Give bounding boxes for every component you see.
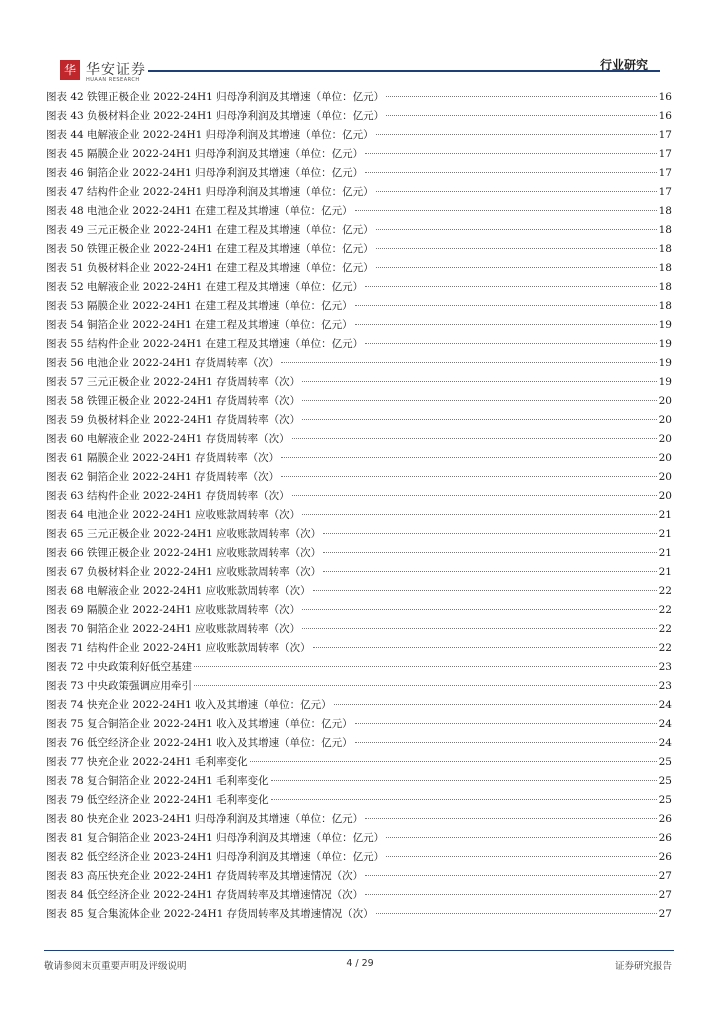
toc-entry-page: 16 (658, 91, 672, 103)
toc-dot-leader (355, 305, 657, 306)
toc-entry-title: 图表 72 中央政策利好低空基建 (46, 661, 193, 673)
toc-entry-page: 24 (658, 718, 672, 730)
toc-entry-page: 23 (658, 661, 672, 673)
toc-entry-page: 17 (658, 148, 672, 160)
toc-entry-title: 图表 42 铁锂正极企业 2022-24H1 归母净利润及其增速（单位：亿元） (46, 91, 385, 103)
toc-dot-leader (281, 362, 656, 363)
footer-disclaimer: 敬请参阅末页重要声明及评级说明 (44, 961, 187, 972)
toc-entry-page: 22 (658, 623, 672, 635)
toc-entry-title: 图表 67 负极材料企业 2022-24H1 应收账款周转率（次） (46, 566, 322, 578)
toc-entry-title: 图表 84 低空经济企业 2022-24H1 存货周转率及其增速情况（次） (46, 889, 364, 901)
toc-dot-leader (355, 742, 657, 743)
toc-entry-page: 22 (658, 604, 672, 616)
toc-entry-title: 图表 81 复合铜箔企业 2023-24H1 归母净利润及其增速（单位：亿元） (46, 832, 385, 844)
toc-dot-leader (323, 552, 656, 553)
toc-entry-title: 图表 49 三元正极企业 2022-24H1 在建工程及其增速（单位：亿元） (46, 224, 374, 236)
toc-dot-leader (365, 343, 656, 344)
toc-entry-page: 16 (658, 110, 672, 122)
toc-entry[interactable] (46, 259, 672, 278)
toc-entry[interactable] (46, 335, 672, 354)
toc-entry-page: 18 (658, 281, 672, 293)
toc-entry-title: 图表 55 结构件企业 2022-24H1 在建工程及其增速（单位：亿元） (46, 338, 364, 350)
toc-dot-leader (365, 153, 656, 154)
toc-dot-leader (365, 818, 656, 819)
toc-entry[interactable] (46, 373, 672, 392)
toc-dot-leader (250, 761, 657, 762)
toc-entry-title: 图表 56 电池企业 2022-24H1 存货周转率（次） (46, 357, 280, 369)
toc-dot-leader (194, 666, 657, 667)
toc-entry-title: 图表 50 铁锂正极企业 2022-24H1 在建工程及其增速（单位：亿元） (46, 243, 374, 255)
toc-dot-leader (323, 533, 656, 534)
toc-dot-leader (376, 913, 657, 914)
toc-entry-page: 25 (658, 756, 672, 768)
toc-entry-title: 图表 68 电解液企业 2022-24H1 应收账款周转率（次） (46, 585, 311, 597)
toc-entry[interactable] (46, 468, 672, 487)
toc-entry[interactable] (46, 430, 672, 449)
table-of-figures (46, 88, 672, 924)
toc-entry-title: 图表 63 结构件企业 2022-24H1 存货周转率（次） (46, 490, 290, 502)
toc-dot-leader (281, 476, 656, 477)
toc-entry-page: 18 (658, 224, 672, 236)
toc-entry[interactable] (46, 772, 672, 791)
toc-entry-page: 21 (658, 547, 672, 559)
toc-entry-title: 图表 51 负极材料企业 2022-24H1 在建工程及其增速（单位：亿元） (46, 262, 374, 274)
toc-entry-page: 17 (658, 186, 672, 198)
toc-dot-leader (302, 628, 656, 629)
toc-dot-leader (302, 609, 656, 610)
toc-entry[interactable] (46, 563, 672, 582)
toc-entry-title: 图表 73 中央政策强调应用牵引 (46, 680, 193, 692)
toc-dot-leader (313, 647, 657, 648)
toc-dot-leader (292, 438, 657, 439)
toc-entry-title: 图表 43 负极材料企业 2022-24H1 归母净利润及其增速（单位：亿元） (46, 110, 385, 122)
toc-dot-leader (386, 837, 656, 838)
toc-entry[interactable] (46, 202, 672, 221)
toc-entry[interactable] (46, 354, 672, 373)
toc-dot-leader (334, 704, 657, 705)
toc-entry[interactable] (46, 905, 672, 924)
toc-entry-page: 19 (658, 376, 672, 388)
toc-entry-page: 18 (658, 205, 672, 217)
toc-dot-leader (365, 894, 656, 895)
toc-entry-title: 图表 44 电解液企业 2022-24H1 归母净利润及其增速（单位：亿元） (46, 129, 374, 141)
toc-entry[interactable] (46, 791, 672, 810)
toc-entry[interactable] (46, 715, 672, 734)
toc-entry-title: 图表 64 电池企业 2022-24H1 应收账款周转率（次） (46, 509, 301, 521)
toc-entry-title: 图表 74 快充企业 2022-24H1 收入及其增速（单位：亿元） (46, 699, 332, 711)
toc-dot-leader (365, 875, 656, 876)
logo-mark: 华 (63, 63, 76, 77)
toc-entry-page: 21 (658, 566, 672, 578)
toc-entry-title: 图表 79 低空经济企业 2022-24H1 毛利率变化 (46, 794, 269, 806)
section-tag: 行业研究 (600, 58, 649, 72)
toc-entry-page: 22 (658, 642, 672, 654)
toc-entry-page: 20 (658, 433, 672, 445)
toc-entry-page: 20 (658, 414, 672, 426)
toc-dot-leader (376, 267, 657, 268)
toc-entry[interactable] (46, 544, 672, 563)
toc-entry[interactable] (46, 582, 672, 601)
footer-divider (44, 950, 674, 951)
toc-entry-page: 24 (658, 737, 672, 749)
toc-entry-page: 26 (658, 851, 672, 863)
toc-entry-title: 图表 78 复合铜箔企业 2022-24H1 毛利率变化 (46, 775, 269, 787)
toc-entry[interactable] (46, 240, 672, 259)
toc-dot-leader (271, 799, 657, 800)
toc-dot-leader (376, 229, 657, 230)
toc-entry-title: 图表 66 铁锂正极企业 2022-24H1 应收账款周转率（次） (46, 547, 322, 559)
toc-entry[interactable] (46, 753, 672, 772)
toc-entry-title: 图表 62 铜箔企业 2022-24H1 存货周转率（次） (46, 471, 280, 483)
toc-entry[interactable] (46, 183, 672, 202)
toc-dot-leader (302, 419, 656, 420)
toc-entry-title: 图表 75 复合铜箔企业 2022-24H1 收入及其增速（单位：亿元） (46, 718, 353, 730)
toc-entry[interactable] (46, 126, 672, 145)
toc-entry-page: 21 (658, 509, 672, 521)
page-number: 4 / 29 (346, 958, 374, 969)
toc-entry-page: 20 (658, 395, 672, 407)
toc-entry-page: 24 (658, 699, 672, 711)
toc-entry[interactable] (46, 867, 672, 886)
toc-dot-leader (281, 457, 656, 458)
toc-entry-title: 图表 53 隔膜企业 2022-24H1 在建工程及其增速（单位：亿元） (46, 300, 353, 312)
toc-dot-leader (386, 96, 656, 97)
toc-entry-page: 27 (658, 908, 672, 920)
toc-entry[interactable] (46, 88, 672, 107)
toc-entry-page: 20 (658, 452, 672, 464)
toc-entry-title: 图表 69 隔膜企业 2022-24H1 应收账款周转率（次） (46, 604, 301, 616)
toc-entry-page: 21 (658, 528, 672, 540)
toc-dot-leader (302, 400, 656, 401)
toc-entry-page: 26 (658, 813, 672, 825)
toc-entry[interactable] (46, 506, 672, 525)
toc-entry[interactable] (46, 848, 672, 867)
toc-dot-leader (355, 723, 657, 724)
toc-entry-title: 图表 52 电解液企业 2022-24H1 在建工程及其增速（单位：亿元） (46, 281, 364, 293)
toc-entry[interactable] (46, 734, 672, 753)
toc-entry-page: 27 (658, 889, 672, 901)
toc-entry[interactable] (46, 411, 672, 430)
toc-entry[interactable] (46, 601, 672, 620)
toc-entry[interactable] (46, 487, 672, 506)
toc-entry[interactable] (46, 316, 672, 335)
report-type: 证券研究报告 (614, 961, 672, 972)
toc-entry[interactable] (46, 278, 672, 297)
toc-entry-title: 图表 45 隔膜企业 2022-24H1 归母净利润及其增速（单位：亿元） (46, 148, 364, 160)
toc-dot-leader (302, 514, 656, 515)
toc-dot-leader (355, 324, 657, 325)
toc-entry-title: 图表 58 铁锂正极企业 2022-24H1 存货周转率（次） (46, 395, 301, 407)
toc-entry-page: 19 (658, 338, 672, 350)
toc-entry-page: 20 (658, 490, 672, 502)
toc-entry-title: 图表 59 负极材料企业 2022-24H1 存货周转率（次） (46, 414, 301, 426)
toc-dot-leader (292, 495, 657, 496)
toc-entry-page: 20 (658, 471, 672, 483)
toc-dot-leader (355, 210, 657, 211)
huaan-logo-icon (60, 60, 80, 80)
logo-english: HUAAN RESEARCH (86, 77, 140, 83)
toc-entry-title: 图表 65 三元正极企业 2022-24H1 应收账款周转率（次） (46, 528, 322, 540)
toc-dot-leader (313, 590, 657, 591)
toc-entry-page: 22 (658, 585, 672, 597)
logo-wordmark: 华安证券 (86, 62, 146, 78)
header-divider (148, 70, 660, 72)
toc-dot-leader (323, 571, 656, 572)
toc-entry[interactable] (46, 639, 672, 658)
toc-entry-title: 图表 46 铜箔企业 2022-24H1 归母净利润及其增速（单位：亿元） (46, 167, 364, 179)
toc-dot-leader (376, 191, 657, 192)
toc-entry[interactable] (46, 810, 672, 829)
toc-entry-title: 图表 70 铜箔企业 2022-24H1 应收账款周转率（次） (46, 623, 301, 635)
toc-entry[interactable] (46, 620, 672, 639)
toc-entry[interactable] (46, 392, 672, 411)
toc-entry-page: 18 (658, 262, 672, 274)
toc-entry-title: 图表 48 电池企业 2022-24H1 在建工程及其增速（单位：亿元） (46, 205, 353, 217)
toc-entry-title: 图表 57 三元正极企业 2022-24H1 存货周转率（次） (46, 376, 301, 388)
toc-entry-title: 图表 76 低空经济企业 2022-24H1 收入及其增速（单位：亿元） (46, 737, 353, 749)
toc-entry-title: 图表 80 快充企业 2023-24H1 归母净利润及其增速（单位：亿元） (46, 813, 364, 825)
toc-dot-leader (194, 685, 657, 686)
toc-entry-page: 19 (658, 319, 672, 331)
toc-entry-page: 18 (658, 300, 672, 312)
page-header (0, 0, 724, 83)
toc-entry-title: 图表 82 低空经济企业 2023-24H1 归母净利润及其增速（单位：亿元） (46, 851, 385, 863)
toc-entry-page: 26 (658, 832, 672, 844)
toc-entry-page: 17 (658, 129, 672, 141)
toc-entry[interactable] (46, 525, 672, 544)
toc-entry[interactable] (46, 164, 672, 183)
toc-entry-page: 17 (658, 167, 672, 179)
toc-entry-title: 图表 61 隔膜企业 2022-24H1 存货周转率（次） (46, 452, 280, 464)
toc-entry-title: 图表 83 高压快充企业 2022-24H1 存货周转率及其增速情况（次） (46, 870, 364, 882)
toc-entry-page: 23 (658, 680, 672, 692)
toc-entry-title: 图表 71 结构件企业 2022-24H1 应收账款周转率（次） (46, 642, 311, 654)
toc-entry[interactable] (46, 677, 672, 696)
toc-dot-leader (271, 780, 657, 781)
toc-entry[interactable] (46, 297, 672, 316)
toc-entry-title: 图表 47 结构件企业 2022-24H1 归母净利润及其增速（单位：亿元） (46, 186, 374, 198)
toc-entry-page: 25 (658, 794, 672, 806)
toc-dot-leader (365, 286, 656, 287)
toc-entry-title: 图表 54 铜箔企业 2022-24H1 在建工程及其增速（单位：亿元） (46, 319, 353, 331)
toc-entry[interactable] (46, 829, 672, 848)
toc-entry[interactable] (46, 107, 672, 126)
toc-dot-leader (376, 248, 657, 249)
toc-entry[interactable] (46, 886, 672, 905)
toc-entry[interactable] (46, 658, 672, 677)
toc-entry-title: 图表 60 电解液企业 2022-24H1 存货周转率（次） (46, 433, 290, 445)
toc-entry-page: 27 (658, 870, 672, 882)
toc-entry-page: 19 (658, 357, 672, 369)
toc-dot-leader (386, 115, 656, 116)
toc-dot-leader (302, 381, 656, 382)
toc-dot-leader (365, 172, 656, 173)
toc-entry-title: 图表 77 快充企业 2022-24H1 毛利率变化 (46, 756, 248, 768)
toc-entry-page: 18 (658, 243, 672, 255)
toc-entry[interactable] (46, 221, 672, 240)
toc-entry[interactable] (46, 145, 672, 164)
toc-dot-leader (376, 134, 657, 135)
toc-entry-page: 25 (658, 775, 672, 787)
toc-entry[interactable] (46, 449, 672, 468)
toc-entry[interactable] (46, 696, 672, 715)
toc-entry-title: 图表 85 复合集流体企业 2022-24H1 存货周转率及其增速情况（次） (46, 908, 374, 920)
toc-dot-leader (386, 856, 656, 857)
